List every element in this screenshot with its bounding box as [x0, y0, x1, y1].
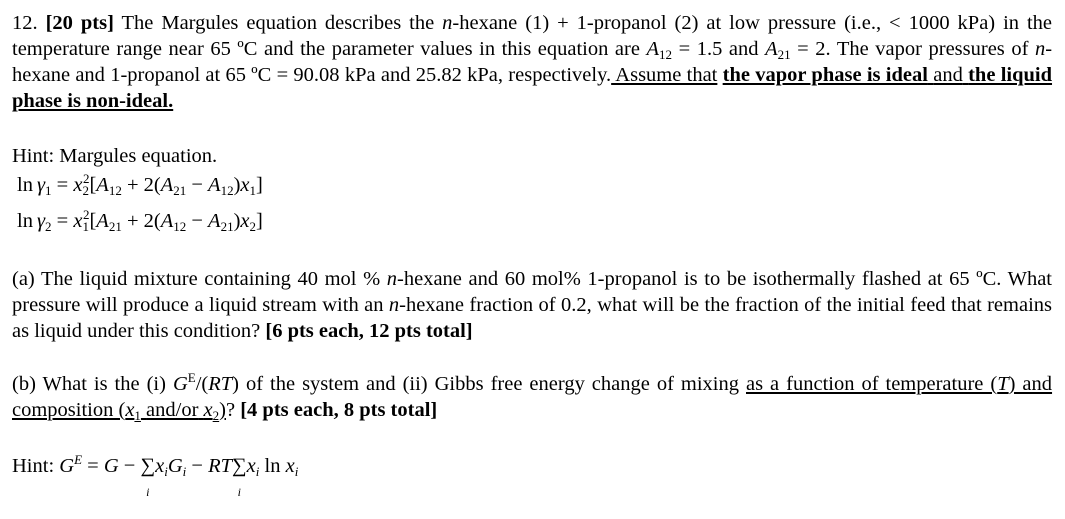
problem-number: 12.	[12, 12, 38, 34]
part-a-points: [6 pts each, 12 pts total]	[265, 320, 473, 342]
equation-ln-gamma-1: $\ln \gamma_1 = x_2^2[A_{12} + 2(A_{21} - A_{12})x_1]$	[17, 171, 263, 198]
equation-ln-gamma-2: $\ln \gamma_2 = x_1^2[A_{21} + 2(A_{12} - A_{21})x_2]$	[17, 207, 263, 234]
hint-margules: Hint: Margules equation.	[12, 145, 218, 167]
part-b-points: [4 pts each, 8 pts total]	[240, 399, 438, 421]
assume-note: Assume that	[611, 64, 718, 86]
hint-excess-gibbs: Hint: $G^E = G$ − ∑ i $x_iG_i - RT\sum$ i $x_i$ $\ln x_i$	[12, 452, 299, 499]
part-a: (a) The liquid mixture containing 40 mol % n-hexane and 60 mol% 1-propanol is to be isothermally flashed at 65 ºC. What pressure will produce a liquid stream with an n-hexane fraction of 0.2, what will be the fraction of the initial feed that remains as liquid under this condition? [6 pts each, 12 pts total]	[12, 268, 1053, 342]
vapor-ideal-note: the vapor phase is ideal	[722, 64, 928, 86]
sum-symbol: ∑ i	[232, 455, 247, 499]
sum-symbol: ∑ i	[140, 455, 156, 499]
problem-points: [20 pts]	[45, 12, 114, 34]
liquid-nonideal-note: the liquid phase is non-ideal.	[12, 64, 1053, 112]
problem-statement: 12. [20 pts] The Margules equation describes the n-hexane (1) + 1-propanol (2) at low pressure (i.e., < 1000 kPa) in the temperature range near 65 ºC and the parameter values in this equation are $A_{12} = 1.5$ and $A_{21} = 2$. The vapor pressures of n-hexane and 1-propanol at 65 ºC = 90.08 kPa and 25.82 kPa, respectively. Assume that the vapor phase is ideal and the liquid phase is non-ideal.	[12, 12, 1053, 112]
part-b: (b) What is the (i) $G^E/(RT)$ of the system and (ii) Gibbs free energy change of mixing as a function of temperature (T) and composition ($x_1$ and/or $x_2$)? [4 pts each, 8 pts total]	[12, 370, 1053, 423]
